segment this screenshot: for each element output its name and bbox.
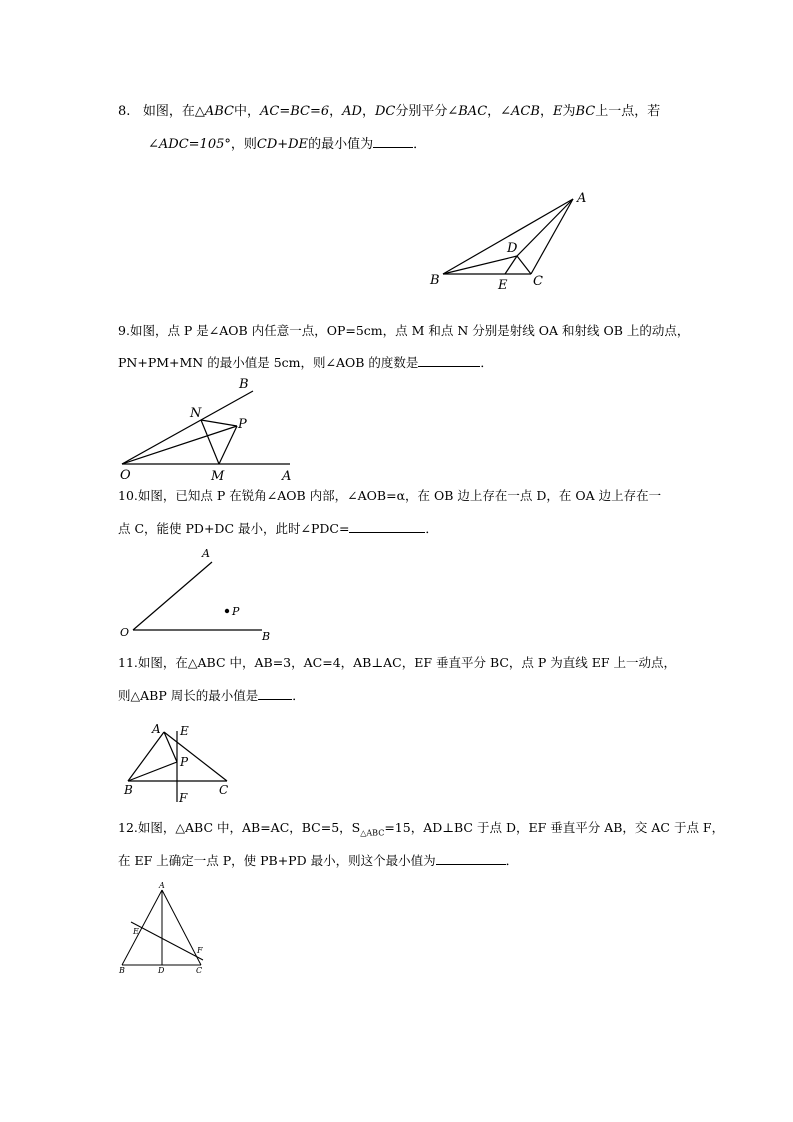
- label-A: A: [159, 881, 165, 890]
- subscript: △ABC: [360, 828, 385, 838]
- problem-number: 10.: [118, 488, 138, 503]
- label-C: C: [196, 966, 203, 975]
- label-A: A: [202, 547, 210, 560]
- math: AD: [342, 104, 362, 119]
- text: 中，: [233, 104, 260, 119]
- problem-number: 12.: [118, 820, 138, 835]
- text: 上一点，若: [595, 104, 661, 119]
- text: ．: [505, 853, 519, 868]
- text: ，: [361, 104, 375, 119]
- label-P: P: [238, 417, 247, 432]
- text: 如图，已知点 P 在锐角∠AOB 内部，∠AOB=α，在 OB 边上存在一点 D，在 OA 边上存在一: [137, 488, 662, 503]
- text: ，则: [230, 137, 257, 152]
- text: 分别平分: [395, 104, 448, 119]
- label-B: B: [262, 630, 271, 643]
- label-D: D: [158, 966, 165, 975]
- text: 如图，△ABC 中，AB=AC，BC=5，S: [137, 820, 361, 835]
- math: DC: [374, 104, 396, 119]
- math: E: [552, 104, 563, 119]
- label-B: B: [124, 783, 133, 797]
- math: AC=BC=6: [259, 104, 330, 119]
- label-O: O: [120, 626, 130, 639]
- text: 为: [562, 104, 576, 119]
- math: BC: [575, 104, 596, 119]
- label-P: P: [180, 755, 189, 769]
- label-B: B: [119, 966, 125, 975]
- math: ∠BAC: [447, 104, 488, 119]
- label-N: N: [190, 406, 202, 421]
- label-A: A: [577, 191, 587, 206]
- label-C: C: [533, 274, 543, 289]
- label-O: O: [120, 468, 131, 483]
- problem-number: 9.: [118, 323, 130, 338]
- label-F: F: [197, 946, 203, 955]
- label-D: D: [507, 241, 518, 256]
- text: ，: [539, 104, 553, 119]
- math: ∠ADC=105°: [148, 137, 231, 152]
- label-E: E: [180, 724, 189, 738]
- text: ．: [413, 137, 427, 152]
- label-A: A: [152, 722, 161, 736]
- label-A: A: [282, 469, 292, 484]
- text: 在 EF 上确定一点 P，使 PB+PD 最小，则这个最小值为: [118, 853, 436, 868]
- label-B: B: [239, 377, 249, 392]
- text: ，: [329, 104, 343, 119]
- label-F: F: [179, 791, 188, 805]
- label-M: M: [211, 469, 225, 484]
- math: CD+DE: [256, 137, 309, 152]
- text: 的最小值为: [308, 137, 374, 152]
- label-E: E: [133, 927, 139, 936]
- problem-number: 11.: [118, 655, 138, 670]
- label-E: E: [498, 278, 508, 293]
- text: PN+PM+MN 的最小值是 5cm，则∠AOB 的度数是: [118, 355, 419, 370]
- text: =15，AD⊥BC 于点 D，EF 垂直平分 AB，交 AC 于点 F，: [384, 820, 725, 835]
- label-C: C: [219, 783, 229, 797]
- line-EF: [131, 922, 203, 960]
- text: 如图，在△ABC 中，AB=3，AC=4，AB⊥AC，EF 垂直平分 BC，点 P 为直线 EF 上一动点，: [137, 655, 677, 670]
- text: 则△ABP 周长的最小值是: [118, 688, 259, 703]
- text: 如图，在: [142, 104, 195, 119]
- math: △ABC: [194, 104, 234, 119]
- problem-number: 8.: [118, 104, 131, 119]
- label-P: P: [232, 605, 240, 618]
- text: ．: [480, 355, 493, 370]
- text: ，: [487, 104, 501, 119]
- segment-AC: [162, 890, 201, 965]
- text: ．: [292, 688, 305, 703]
- label-B: B: [430, 273, 440, 288]
- text: 点 C，能使 PD+DC 最小，此时∠PDC=: [118, 521, 350, 536]
- text: 如图，点 P 是∠AOB 内任意一点，OP=5cm，点 M 和点 N 分别是射线 OA 和射线 OB 上的动点，: [129, 323, 690, 338]
- text: ．: [425, 521, 438, 536]
- math: ∠ACB: [500, 104, 540, 119]
